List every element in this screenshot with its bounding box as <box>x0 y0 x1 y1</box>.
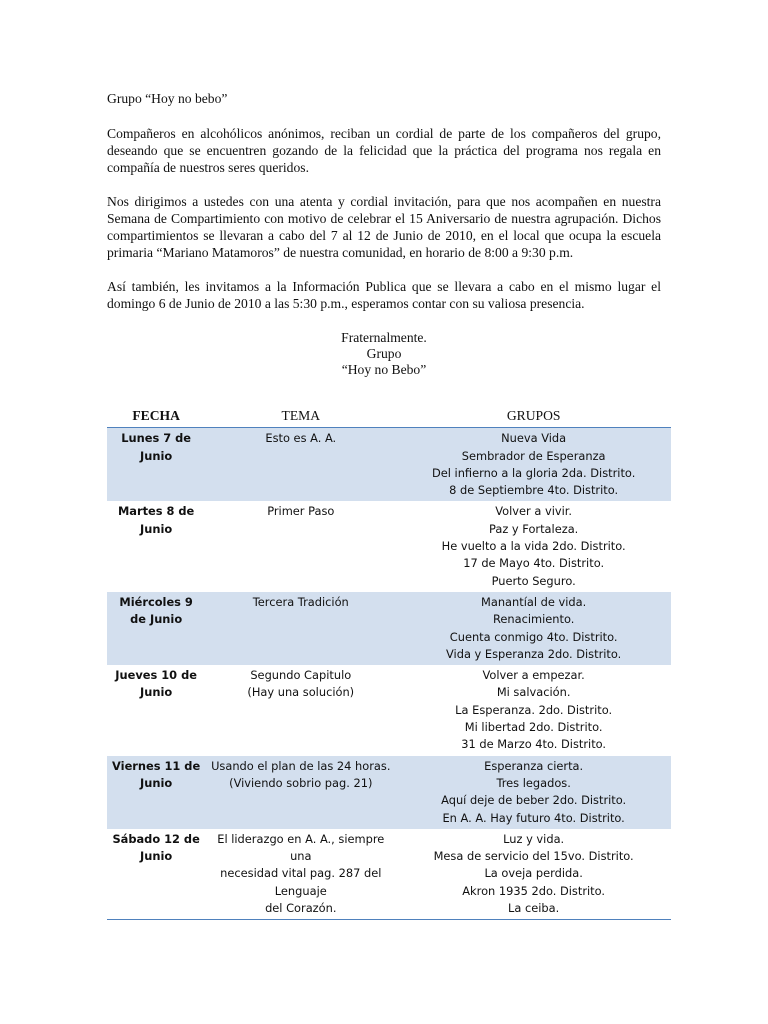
fecha-line: Junio <box>140 448 173 463</box>
grupos-line: Mi salvación. <box>496 685 571 700</box>
grupos-line: La Esperanza. 2do. Distrito. <box>455 702 613 717</box>
grupos-line: La ceiba. <box>508 901 560 916</box>
fecha-line: Miércoles 9 <box>119 594 193 609</box>
fecha-line: de Junio <box>130 612 183 627</box>
fecha-line: Junio <box>140 849 173 864</box>
cell-fecha <box>107 428 205 502</box>
cell-grupos <box>396 592 671 665</box>
grupos-line: Sembrador de Esperanza <box>461 448 606 463</box>
fecha-line: Sábado 12 de <box>112 831 200 846</box>
tema-line: Primer Paso <box>267 504 335 519</box>
table-row <box>107 829 671 920</box>
fecha-line: Lunes 7 de <box>121 431 191 446</box>
cell-fecha <box>107 501 205 591</box>
cell-fecha <box>107 756 205 829</box>
cell-grupos <box>396 829 671 920</box>
schedule-table <box>107 405 671 920</box>
tema-line: (Viviendo sobrio pag. 21) <box>229 775 373 790</box>
tema-line: del Corazón. <box>265 901 337 916</box>
paragraph-invitation: Nos dirigimos a ustedes con una atenta y cordial invitación, para que nos acompañen en nuestra Semana de Compartimiento con motivo de celebrar el 15 Aniversario de nuestra agrupación. Dichos compartimientos se llevaran a cabo del 7 al 12 de Junio de 2010, en el local que ocupa la escuela primaria “Mariano Matamoros” de nuestra comunidad, en horario de 8:00 a 9:30 p.m. <box>107 194 661 260</box>
cell-tema <box>205 592 396 665</box>
tema-line: (Hay una solución) <box>247 685 355 700</box>
cell-fecha <box>107 592 205 665</box>
grupos-line: Paz y Fortaleza. <box>489 521 579 536</box>
header-tema: TEMA <box>205 405 396 428</box>
cell-grupos <box>396 428 671 502</box>
fecha-line: Jueves 10 de <box>115 668 197 683</box>
grupos-line: Puerto Seguro. <box>491 573 576 588</box>
grupos-line: Aquí deje de beber 2do. Distrito. <box>441 793 627 808</box>
cell-tema <box>205 756 396 829</box>
tema-line: El liderazgo en A. A., siempre una <box>217 831 385 864</box>
grupos-line: 8 de Septiembre 4to. Distrito. <box>449 483 619 498</box>
grupos-line: Mesa de servicio del 15vo. Distrito. <box>433 849 634 864</box>
grupos-line: Del infierno a la gloria 2da. Distrito. <box>431 465 636 480</box>
grupos-line: Renacimiento. <box>492 612 575 627</box>
grupos-line: Cuenta conmigo 4to. Distrito. <box>449 629 618 644</box>
tema-line: Usando el plan de las 24 horas. <box>211 758 391 773</box>
paragraph-greeting: Compañeros en alcohólicos anónimos, reciban un cordial de parte de los compañeros del grupo, deseando que se encuentren gozando de la felicidad que la práctica del programa nos regala en compañía de nuestros seres queridos. <box>107 126 661 175</box>
tema-line: necesidad vital pag. 287 del Lenguaje <box>220 866 382 898</box>
grupos-line: Akron 1935 2do. Distrito. <box>462 883 606 898</box>
letter-heading: Grupo “Hoy no bebo” <box>107 91 228 106</box>
grupos-line: Manantíal de vida. <box>481 594 587 609</box>
grupos-line: Luz y vida. <box>503 831 565 846</box>
tema-line: Tercera Tradición <box>252 594 349 609</box>
cell-tema <box>205 428 396 502</box>
grupos-line: Volver a empezar. <box>482 668 585 683</box>
grupos-line: La oveja perdida. <box>484 866 583 881</box>
letter <box>107 90 661 392</box>
header-fecha: FECHA <box>107 405 205 428</box>
grupos-line: Mi libertad 2do. Distrito. <box>464 720 603 735</box>
paragraph-public-info: Así también, les invitamos a la Información Publica que se llevara a cabo en el mismo lugar el domingo 6 de Junio de 2010 a las 5:30 p.m., esperamos contar con su valiosa presencia. <box>107 279 661 311</box>
table-row <box>107 756 671 829</box>
table-header-row <box>107 405 671 428</box>
signoff-line: “Hoy no Bebo” <box>341 362 427 377</box>
cell-grupos <box>396 501 671 591</box>
cell-tema <box>205 665 396 755</box>
fecha-line: Martes 8 de <box>117 504 195 519</box>
fecha-line: Junio <box>140 521 173 536</box>
grupos-line: Vida y Esperanza 2do. Distrito. <box>446 646 622 661</box>
grupos-line: En A. A. Hay futuro 4to. Distrito. <box>442 810 625 825</box>
fecha-line: Viernes 11 de <box>112 758 201 773</box>
cell-fecha <box>107 829 205 920</box>
header-grupos: GRUPOS <box>396 405 671 428</box>
table-row <box>107 501 671 591</box>
grupos-line: 17 de Mayo 4to. Distrito. <box>463 556 605 571</box>
table-row <box>107 665 671 755</box>
grupos-line: Esperanza cierta. <box>484 758 584 773</box>
fecha-line: Junio <box>140 685 173 700</box>
fecha-line: Junio <box>140 775 173 790</box>
tema-line: Segundo Capitulo <box>250 668 352 683</box>
grupos-line: Volver a vivir. <box>495 504 573 519</box>
signoff-line: Grupo <box>366 346 402 361</box>
cell-fecha <box>107 665 205 755</box>
grupos-line: He vuelto a la vida 2do. Distrito. <box>441 539 626 554</box>
grupos-line: 31 de Marzo 4to. Distrito. <box>461 737 607 752</box>
cell-grupos <box>396 756 671 829</box>
cell-tema <box>205 501 396 591</box>
grupos-line: Nueva Vida <box>501 431 567 446</box>
signoff <box>107 330 661 378</box>
table-row <box>107 592 671 665</box>
table-body <box>107 428 671 920</box>
cell-tema <box>205 829 396 920</box>
grupos-line: Tres legados. <box>496 775 571 790</box>
tema-line: Esto es A. A. <box>265 431 337 446</box>
signoff-line: Fraternalmente. <box>341 330 427 345</box>
cell-grupos <box>396 665 671 755</box>
table-row <box>107 428 671 502</box>
